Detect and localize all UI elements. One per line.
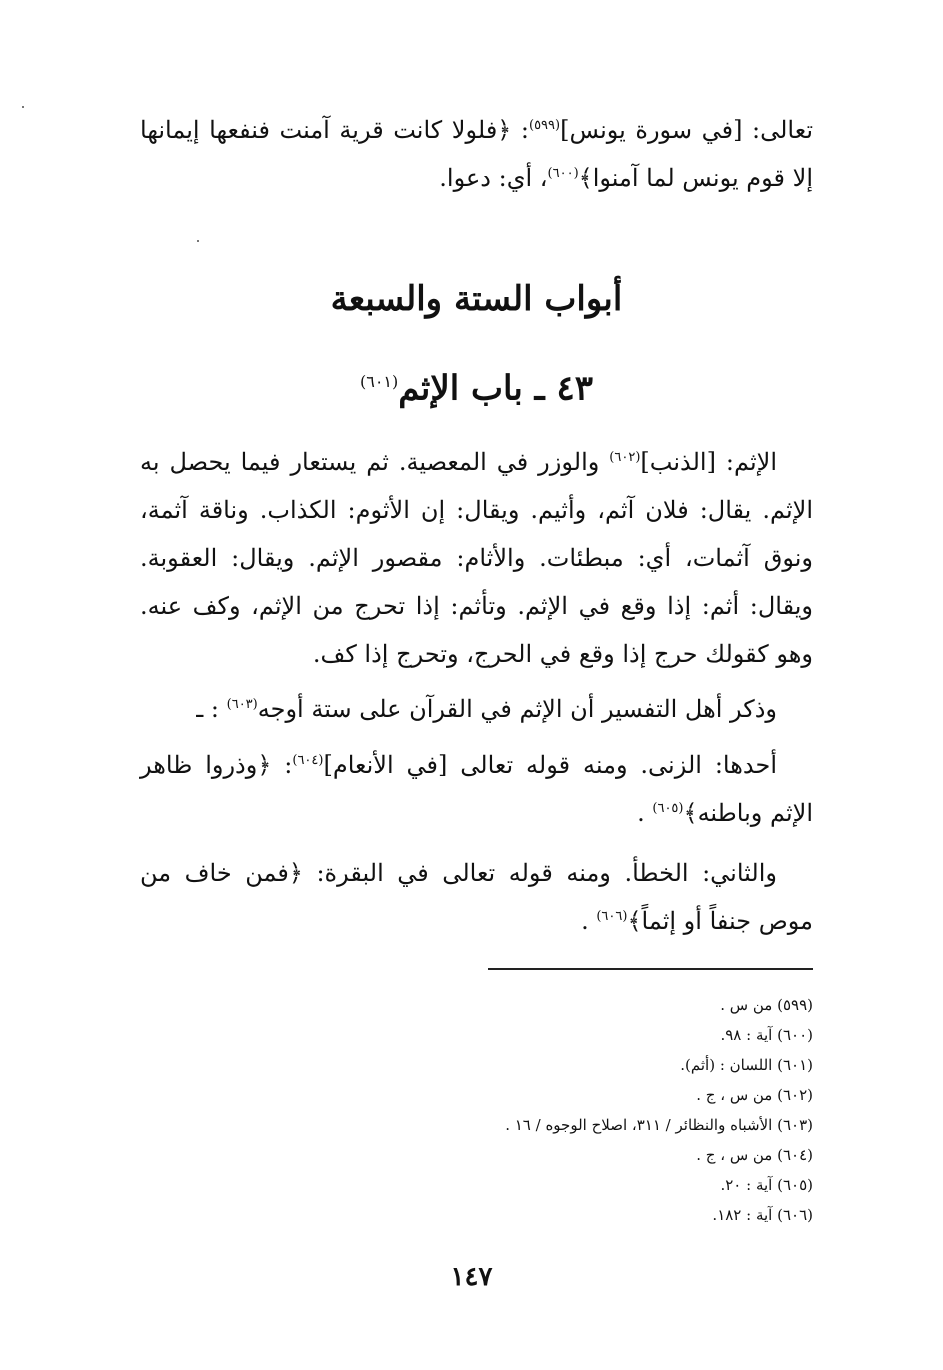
footnote-ref: (٦٠٣) — [226, 697, 258, 712]
tafsir-paragraph — [140, 685, 813, 733]
footnote-item: (٦٠٣) الأشباه والنظائر / ٣١١، اصلاح الوجوه / ١٦ . — [505, 1116, 813, 1134]
definition-paragraph — [140, 438, 813, 678]
quran-verse: : ﴿فلولا كانت قرية آمنت فنفعها إيمانها إلا قوم يونس لما آمنوا﴾ — [140, 116, 813, 192]
paragraph-text: والوزر في المعصية. ثم يستعار فيما يحصل به الإثم. يقال: فلان آثم، وأثيم. ويقال: إن الأثوم: الكذاب. وناقة آثمة، ونوق آثمات، أي: مبطئات. والأثام: مقصور الإثم. ويقال: العقوبة. ويقال: أثم: إذا وقع في الإثم. وتأثم: إذا تحرج من الإثم، وكف عنه. وهو كقولك حرج إذا وقع في الحرج، وتحرج إذا كف. — [140, 448, 813, 668]
footnote-item: (٦٠١) اللسان : (أثم). — [680, 1056, 813, 1074]
paragraph-text: : ـ — [196, 695, 227, 723]
footnote-ref: (٦٠٦) — [596, 909, 628, 924]
paragraph-text: وذكر أهل التفسير أن الإثم في القرآن على ستة أوجه — [257, 695, 777, 723]
footnotes-list — [380, 990, 813, 1230]
paragraph-text: الإثم: [الذنب] — [640, 448, 778, 476]
footnote-item: (٦٠٠) آية : ٩٨. — [720, 1026, 813, 1044]
footnote-item: (٦٠٦) آية : ١٨٢. — [712, 1206, 813, 1224]
intro-paragraph — [140, 106, 813, 202]
paragraph-text: والثاني: الخطأ. ومنه قوله تعالى في البقرة: ﴿فمن خاف من موص جنفاً أو إثماً﴾ — [140, 859, 813, 935]
footnote-ref: (٦٠٢) — [609, 450, 641, 465]
footnote-item: (٥٩٩) من س . — [720, 996, 813, 1014]
chapter-title — [140, 355, 813, 415]
first-meaning-paragraph — [140, 741, 813, 837]
footnote-ref: (٦٠٥) — [652, 801, 684, 816]
footnote-ref: (٥٩٩) — [529, 118, 561, 133]
scan-speck — [197, 240, 199, 242]
paragraph-text: . — [581, 907, 597, 935]
footnote-ref: (٦٠١) — [359, 372, 399, 391]
page-number: ١٤٧ — [450, 1262, 493, 1292]
footnote-item: (٦٠٢) من س ، ج . — [696, 1086, 813, 1104]
intro-text: تعالى: [في سورة يونس] — [560, 116, 813, 144]
footnote-item: (٦٠٤) من س ، ج . — [696, 1146, 813, 1164]
scan-speck — [22, 106, 24, 108]
footnote-ref: (٦٠٤) — [292, 753, 324, 768]
chapter-title-text: ٤٣ ـ باب الإثم — [398, 368, 594, 409]
section-title: أبواب الستة والسبعة — [330, 279, 623, 319]
second-meaning-paragraph — [140, 849, 813, 945]
footnote-item: (٦٠٥) آية : ٢٠. — [720, 1176, 813, 1194]
paragraph-text: . — [637, 799, 653, 827]
footnote-ref: (٦٠٠) — [547, 166, 579, 181]
intro-text-end: ، أي: دعوا. — [439, 164, 548, 192]
footnote-divider — [488, 968, 813, 970]
paragraph-text: أحدها: الزنى. ومنه قوله تعالى [في الأنعام] — [323, 751, 777, 779]
quran-verse: : ﴿وذروا ظاهر الإثم وباطنه﴾ — [140, 751, 813, 827]
